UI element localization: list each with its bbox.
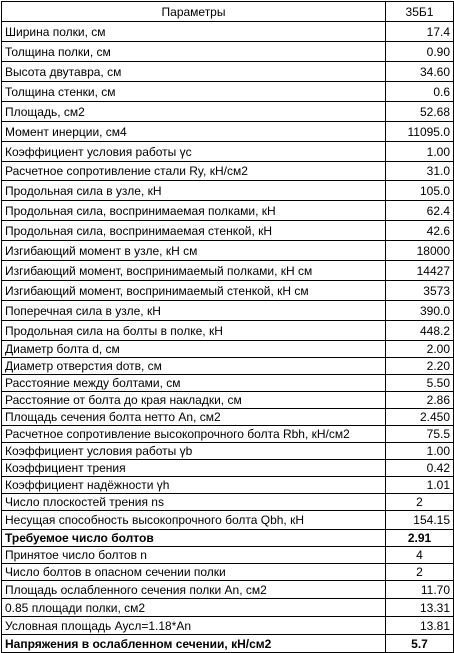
table-row [2, 82, 454, 102]
row-value: 13.81 [386, 617, 454, 635]
table-row [2, 181, 454, 201]
row-value: 42.6 [386, 221, 454, 241]
row-label: Коэффициент надёжности γh [2, 477, 386, 494]
table-row [2, 102, 454, 122]
row-label: Коэффициент трения [2, 460, 386, 477]
row-label: Изгибающий момент, воспринимаемый стенкой, кН см [2, 281, 386, 301]
row-label: Диаметр отверстия dотв, см [2, 358, 386, 375]
row-value: 5.50 [386, 375, 454, 392]
row-value: 52.68 [386, 102, 454, 122]
table-row [2, 221, 454, 241]
row-label: Продольная сила, воспринимаемая полками, кН [2, 201, 386, 221]
row-label: Изгибающий момент, воспринимаемый полками, кН см [2, 261, 386, 281]
row-label: Коэффициент условия работы γb [2, 443, 386, 460]
table-row [2, 281, 454, 301]
row-label: 0.85 площади полки, см2 [2, 599, 386, 617]
row-value: 390.0 [386, 301, 454, 321]
table-row [2, 162, 454, 181]
row-value: 62.4 [386, 201, 454, 221]
row-label: Условная площадь Аусл=1.18*An [2, 617, 386, 635]
row-value: 1.01 [386, 477, 454, 494]
row-label: Число болтов в опасном сечении полки [2, 564, 386, 581]
row-value: 13.31 [386, 599, 454, 617]
row-value: 3573 [386, 281, 454, 301]
table-row [2, 42, 454, 62]
row-value: 0.6 [386, 82, 454, 102]
table-row [2, 443, 454, 460]
row-label: Изгибающий момент в узле, кН см [2, 241, 386, 261]
table-row [2, 375, 454, 392]
row-label: Продольная сила, воспринимаемая стенкой, кН [2, 221, 386, 241]
table-row [2, 511, 454, 530]
row-value: 448.2 [386, 321, 454, 341]
row-value: 4 [386, 547, 454, 564]
table-row [2, 426, 454, 443]
row-value: 34.60 [386, 62, 454, 82]
row-label: Площадь сечения болта нетто An, см2 [2, 409, 386, 426]
table-row [2, 341, 454, 358]
row-label: Расстояние от болта до края накладки, см [2, 392, 386, 409]
row-value: 2.00 [386, 341, 454, 358]
row-label: Продольная сила в узле, кН [2, 181, 386, 201]
row-label: Требуемое число болтов [2, 530, 386, 547]
table-row [2, 460, 454, 477]
row-label: Напряжения в ослабленном сечении, кН/см2 [2, 635, 386, 653]
row-label: Толщина полки, см [2, 42, 386, 62]
row-label: Принятое число болтов n [2, 547, 386, 564]
row-label: Диаметр болта d, см [2, 341, 386, 358]
row-label: Несущая способность высокопрочного болта Qbh, кН [2, 511, 386, 530]
row-label: Высота двутавра, см [2, 62, 386, 82]
row-value: 1.00 [386, 443, 454, 460]
row-label: Площадь, см2 [2, 102, 386, 122]
row-value: 1.00 [386, 142, 454, 162]
row-value: 2.20 [386, 358, 454, 375]
table-row [2, 142, 454, 162]
row-value: 2.450 [386, 409, 454, 426]
table-row [2, 22, 454, 42]
table-row [2, 241, 454, 261]
header-parameters-cell: Параметры [2, 2, 386, 22]
row-value: 2.86 [386, 392, 454, 409]
row-label: Коэффициент условия работы γc [2, 142, 386, 162]
table-row [2, 392, 454, 409]
table-header-row [2, 2, 454, 22]
row-value: 2 [386, 564, 454, 581]
table-row [2, 301, 454, 321]
table-row-stress [2, 635, 454, 653]
row-value: 5.7 [386, 635, 454, 653]
row-value: 11.70 [386, 581, 454, 599]
row-value: 0.90 [386, 42, 454, 62]
table-row [2, 409, 454, 426]
row-label: Поперечная сила в узле, кН [2, 301, 386, 321]
row-value: 154.15 [386, 511, 454, 530]
table-row [2, 122, 454, 142]
parameters-table [1, 1, 454, 653]
table-row [2, 599, 454, 617]
row-label: Момент инерции, см4 [2, 122, 386, 142]
table-row [2, 358, 454, 375]
table-row [2, 564, 454, 581]
row-label: Расчетное сопротивление стали Ry, кН/см2 [2, 162, 386, 181]
table-row [2, 201, 454, 221]
row-value: 31.0 [386, 162, 454, 181]
table-row [2, 617, 454, 635]
table-row [2, 477, 454, 494]
row-label: Число плоскостей трения ns [2, 494, 386, 511]
row-label: Ширина полки, см [2, 22, 386, 42]
row-value: 2 [386, 494, 454, 511]
row-value: 0.42 [386, 460, 454, 477]
table-row [2, 581, 454, 599]
row-label: Толщина стенки, см [2, 82, 386, 102]
row-value: 2.91 [386, 530, 454, 547]
row-label: Расчетное сопротивление высокопрочного болта Rbh, кН/см2 [2, 426, 386, 443]
table-row [2, 261, 454, 281]
row-label: Расстояние между болтами, см [2, 375, 386, 392]
row-value: 18000 [386, 241, 454, 261]
header-profile-cell: 35Б1 [386, 2, 454, 22]
table-row [2, 547, 454, 564]
row-value: 105.0 [386, 181, 454, 201]
row-value: 11095.0 [386, 122, 454, 142]
row-value: 75.5 [386, 426, 454, 443]
table-row [2, 494, 454, 511]
row-value: 14427 [386, 261, 454, 281]
row-value: 17.4 [386, 22, 454, 42]
table-row [2, 62, 454, 82]
table-row [2, 321, 454, 341]
row-label: Продольная сила на болты в полке, кН [2, 321, 386, 341]
row-label: Площадь ослабленного сечения полки An, см2 [2, 581, 386, 599]
table-row-required-bolts [2, 530, 454, 547]
